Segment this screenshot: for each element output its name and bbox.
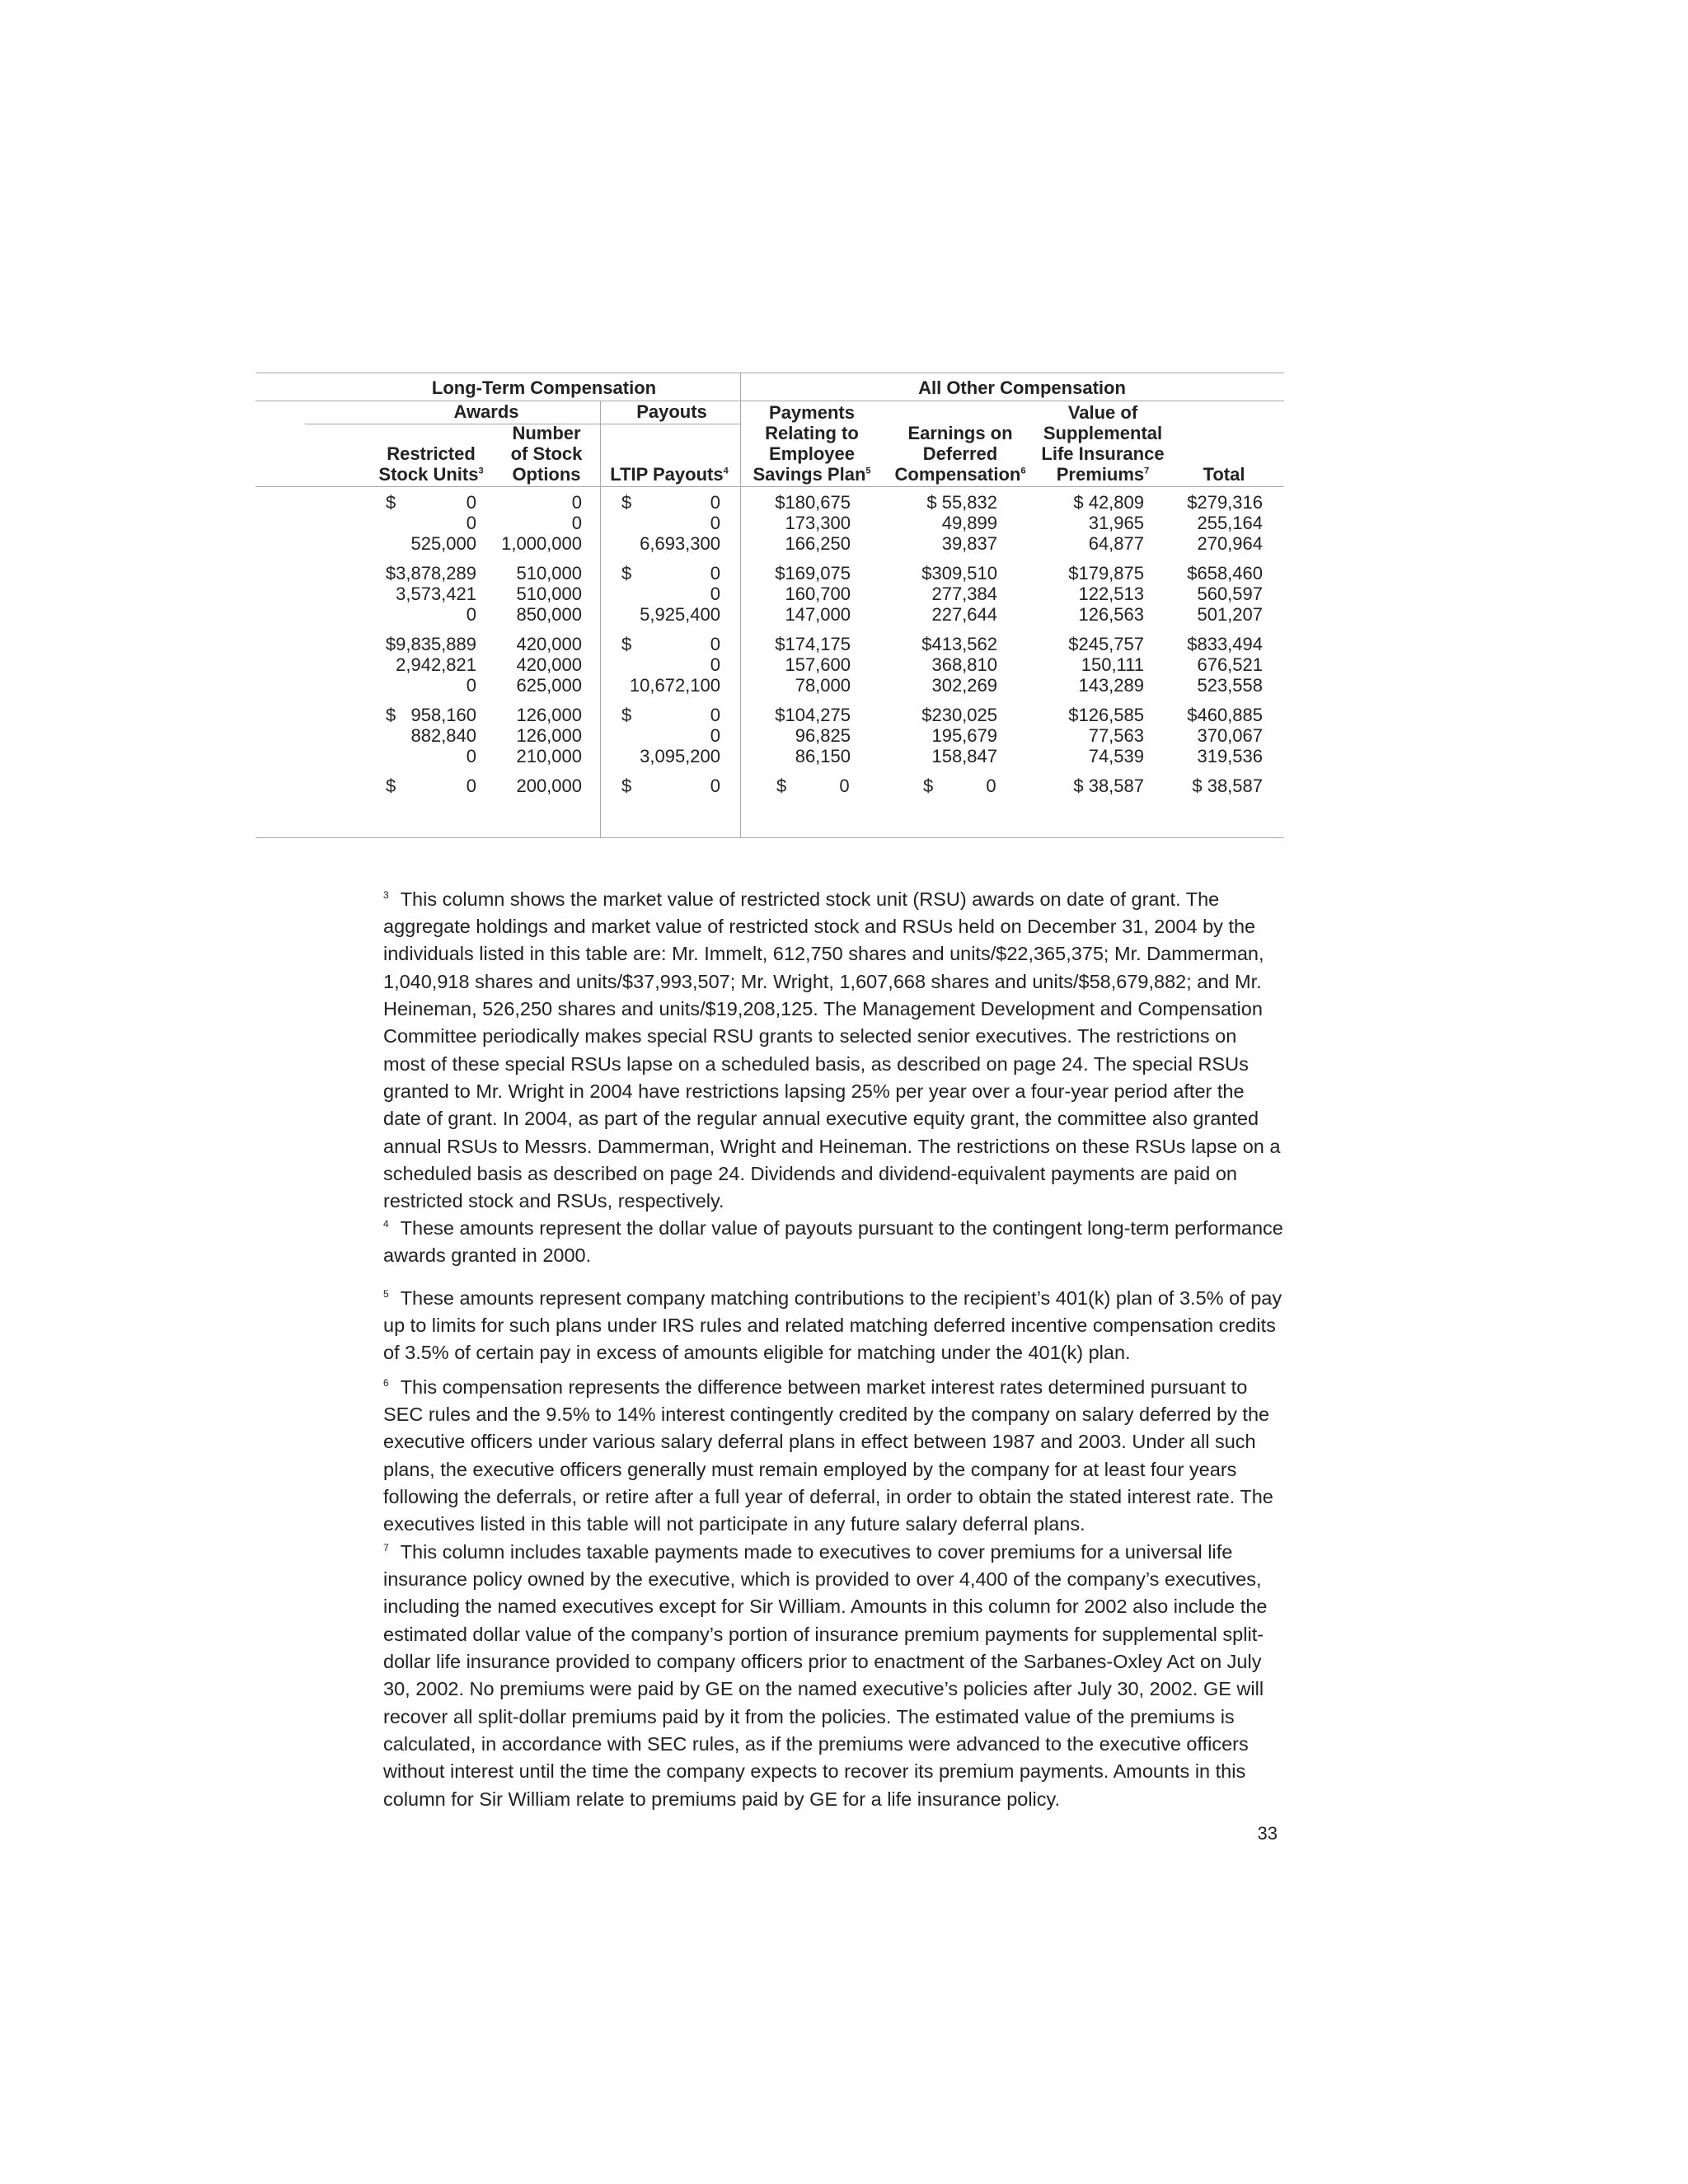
footnote-text: This compensation represents the difference between market interest rates determined pursuant to SEC rules and the 9.5% to 14% interest contingently credited by the company on salary deferred by the executive officers under various salary deferral plans in effect between 1987 and 2003. Under all such plans, the executive officers generally must remain employed by the company for at least four years following the deferrals, or retire after a full year of deferral, in order to obtain the stated interest rate. The executives listed in this table will not participate in any future salary deferral plans. <box>383 1376 1273 1535</box>
column-header-5-line-1: Earnings on <box>907 423 1013 443</box>
column-header-6-line-1: Value of <box>1067 402 1138 423</box>
group-header-long-term: Long-Term Compensation <box>431 377 657 398</box>
cell-total: 370,067 <box>1197 725 1263 746</box>
cell-savings-plan: 96,825 <box>795 725 851 746</box>
cell-deferred-compensation: $413,562 <box>921 634 997 654</box>
footnote-text: These amounts represent the dollar value of payouts pursuant to the contingent long-term performance awards granted in 2000. <box>383 1216 1283 1267</box>
cell-ltip-payouts: 0 <box>710 654 720 675</box>
column-header-rule <box>256 486 1284 487</box>
cell-total: 270,964 <box>1197 533 1263 554</box>
cell-ltip-payouts: 0 <box>710 492 720 513</box>
cell-ltip-payouts: 0 <box>710 634 720 654</box>
cell-restricted-stock-units: 0 <box>466 746 476 766</box>
footnote-ref: 7 <box>1144 466 1150 476</box>
dollar-sign: $ <box>621 634 632 654</box>
cell-stock-options: 510,000 <box>516 583 582 604</box>
cell-deferred-compensation: 302,269 <box>931 675 997 696</box>
footnote-number: 4 <box>383 1218 389 1230</box>
footnote-number: 7 <box>383 1542 389 1554</box>
cell-stock-options: 210,000 <box>516 746 582 766</box>
cell-restricted-stock-units: 0 <box>466 675 476 696</box>
footnote-ref: 6 <box>1020 466 1026 476</box>
cell-savings-plan: 86,150 <box>795 746 851 766</box>
dollar-sign: $ <box>621 563 632 583</box>
cell-stock-options: 420,000 <box>516 634 582 654</box>
cell-savings-plan: $180,675 <box>775 492 851 513</box>
column-header-1-line-2: Stock Units$^3$ <box>378 464 484 485</box>
cell-restricted-stock-units: $3,878,289 <box>385 563 476 583</box>
cell-stock-options: 625,000 <box>516 675 582 696</box>
cell-stock-options: 126,000 <box>516 725 582 746</box>
cell-deferred-compensation: 195,679 <box>931 725 997 746</box>
dollar-sign: $ <box>621 705 632 725</box>
column-header-6-line-4: Premiums$^7$ <box>1056 464 1150 485</box>
cell-insurance-premiums: $ 42,809 <box>1073 492 1144 513</box>
group-header-all-other: All Other Compensation <box>918 377 1126 398</box>
cell-total: 560,597 <box>1197 583 1263 604</box>
cell-restricted-stock-units: 3,573,421 <box>396 583 476 604</box>
column-header-4-line-4: Savings Plan$^5$ <box>753 464 871 485</box>
column-header-7-line-1: Total <box>1203 464 1245 485</box>
cell-total: $833,494 <box>1187 634 1263 654</box>
cell-restricted-stock-units: 525,000 <box>410 533 476 554</box>
footnote-text: This column includes taxable payments made to executives to cover premiums for a universal life insurance policy owned by the executive, which is provided to over 4,400 of the company’s executives, including the named executives except for Sir William. Amounts in this column for 2002 also include the estimated dollar value of the company’s portion of insurance premium payments for supplemental split-dollar life insurance provided to company officers prior to enactment of the Sarbanes-Oxley Act on July 30, 2002. No premiums were paid by GE on the named executive’s policies after July 30, 2002. GE will recover all split-dollar premiums paid by it from the policies. The estimated value of the premiums is calculated, in accordance with SEC rules, as if the premiums were advanced to the executive officers without interest until the time the company expects to recover its premium payments. Amounts in this column for Sir William relate to premiums paid by GE for a life insurance policy. <box>383 1540 1268 1810</box>
cell-stock-options: 1,000,000 <box>501 533 582 554</box>
table-bottom-rule <box>256 837 1284 838</box>
cell-total: $ 38,587 <box>1192 776 1263 796</box>
sub-header-payouts: Payouts <box>636 401 707 422</box>
cell-stock-options: 0 <box>571 492 582 513</box>
cell-restricted-stock-units: 0 <box>466 776 476 796</box>
cell-restricted-stock-units: 882,840 <box>410 725 476 746</box>
cell-savings-plan: 166,250 <box>785 533 851 554</box>
cell-ltip-payouts: 5,925,400 <box>640 604 720 625</box>
footnote-text: These amounts represent company matching contributions to the recipient’s 401(k) plan of 3.5% of pay up to limits for such plans under IRS rules and related matching deferred incentive compensation credits of 3.5% of certain pay in excess of amounts eligible for matching under the 401(k) plan. <box>383 1286 1282 1364</box>
cell-total: 255,164 <box>1197 513 1263 533</box>
column-header-6-line-3: Life Insurance <box>1041 443 1165 464</box>
cell-savings-plan: $174,175 <box>775 634 851 654</box>
cell-savings-plan: 78,000 <box>795 675 851 696</box>
cell-insurance-premiums: $126,585 <box>1068 705 1144 725</box>
cell-stock-options: 420,000 <box>516 654 582 675</box>
cell-restricted-stock-units: 0 <box>466 492 476 513</box>
cell-total: 523,558 <box>1197 675 1263 696</box>
dollar-sign: $ <box>621 492 632 513</box>
cell-deferred-compensation: $ 0 <box>923 776 996 796</box>
cell-stock-options: 0 <box>571 513 582 533</box>
cell-ltip-payouts: 0 <box>710 583 720 604</box>
footnote-6 <box>383 1370 1283 1539</box>
cell-stock-options: 126,000 <box>516 705 582 725</box>
cell-restricted-stock-units: 958,160 <box>410 705 476 725</box>
cell-total: $279,316 <box>1187 492 1263 513</box>
column-header-5-line-3: Compensation$^6$ <box>894 464 1026 485</box>
cell-savings-plan: $169,075 <box>775 563 851 583</box>
cell-savings-plan: $104,275 <box>775 705 851 725</box>
cell-insurance-premiums: 143,289 <box>1078 675 1144 696</box>
footnote-text: This column shows the market value of restricted stock unit (RSU) awards on date of grant. The aggregate holdings and market value of restricted stock and RSUs held on December 31, 2004 by the individuals listed in this table are: Mr. Immelt, 612,750 shares and units/$22,365,375; Mr. Dammerman, 1,040,918 shares and units/$37,993,507; Mr. Wright, 1,607,668 shares and units/$58,679,882; and Mr. Heineman, 526,250 shares and units/$19,208,125. The Management Development and Compensation Committee periodically makes special RSU grants to selected senior executives. The restrictions on most of these special RSUs lapse on a scheduled basis, as described on page 24. The special RSUs granted to Mr. Wright in 2004 have restrictions lapsing 25% per year over a four-year period after the date of grant. In 2004, as part of the regular annual executive equity grant, the committee also granted annual RSUs to Messrs. Dammerman, Wright and Heineman. The restrictions on these RSUs lapse on a scheduled basis as described on page 24. Dividends and dividend-equivalent payments are paid on restricted stock and RSUs, respectively. <box>383 888 1281 1212</box>
cell-total: 501,207 <box>1197 604 1263 625</box>
cell-ltip-payouts: 10,672,100 <box>629 675 720 696</box>
cell-total: $460,885 <box>1187 705 1263 725</box>
cell-savings-plan: $ 0 <box>776 776 850 796</box>
cell-insurance-premiums: 31,965 <box>1088 513 1144 533</box>
footnote-4 <box>383 1211 1283 1269</box>
column-header-6-line-2: Supplemental <box>1043 423 1163 443</box>
cell-deferred-compensation: 277,384 <box>931 583 997 604</box>
dollar-sign: $ <box>386 492 396 513</box>
cell-deferred-compensation: 227,644 <box>931 604 997 625</box>
cell-stock-options: 850,000 <box>516 604 582 625</box>
dollar-sign: $ <box>386 705 396 725</box>
column-header-3-line-1: LTIP Payouts$^4$ <box>610 464 729 485</box>
cell-deferred-compensation: 158,847 <box>931 746 997 766</box>
cell-insurance-premiums: 150,111 <box>1081 654 1144 675</box>
cell-savings-plan: 147,000 <box>785 604 851 625</box>
footnote-number: 3 <box>383 889 389 901</box>
cell-ltip-payouts: 0 <box>710 563 720 583</box>
cell-insurance-premiums: 122,513 <box>1078 583 1144 604</box>
cell-ltip-payouts: 0 <box>710 513 720 533</box>
cell-ltip-payouts: 0 <box>710 725 720 746</box>
cell-insurance-premiums: 77,563 <box>1088 725 1144 746</box>
cell-deferred-compensation: $ 55,832 <box>926 492 997 513</box>
cell-stock-options: 200,000 <box>516 776 582 796</box>
footnote-number: 6 <box>383 1377 389 1389</box>
cell-insurance-premiums: $179,875 <box>1068 563 1144 583</box>
dollar-sign: $ <box>621 776 632 796</box>
cell-insurance-premiums: 126,563 <box>1078 604 1144 625</box>
column-header-2-line-3: Options <box>512 464 581 485</box>
cell-insurance-premiums: $245,757 <box>1068 634 1144 654</box>
cell-stock-options: 510,000 <box>516 563 582 583</box>
footnote-ref: 5 <box>865 466 871 476</box>
footnote-ref: 3 <box>478 466 484 476</box>
cell-deferred-compensation: 39,837 <box>941 533 997 554</box>
cell-restricted-stock-units: 0 <box>466 604 476 625</box>
column-header-4-line-2: Relating to <box>765 423 859 443</box>
cell-deferred-compensation: $230,025 <box>921 705 997 725</box>
cell-insurance-premiums: 64,877 <box>1088 533 1144 554</box>
cell-deferred-compensation: $309,510 <box>921 563 997 583</box>
cell-savings-plan: 160,700 <box>785 583 851 604</box>
cell-insurance-premiums: 74,539 <box>1088 746 1144 766</box>
cell-total: 676,521 <box>1197 654 1263 675</box>
column-header-2-line-1: Number <box>512 423 581 443</box>
cell-savings-plan: 173,300 <box>785 513 851 533</box>
dollar-sign: $ <box>386 776 396 796</box>
sub-header-awards: Awards <box>453 401 519 422</box>
cell-deferred-compensation: 368,810 <box>931 654 997 675</box>
cell-total: 319,536 <box>1197 746 1263 766</box>
footnote-3 <box>383 882 1283 1215</box>
cell-ltip-payouts: 3,095,200 <box>640 746 720 766</box>
cell-ltip-payouts: 0 <box>710 776 720 796</box>
cell-restricted-stock-units: $9,835,889 <box>385 634 476 654</box>
cell-deferred-compensation: 49,899 <box>941 513 997 533</box>
column-header-5-line-2: Deferred <box>922 443 998 464</box>
cell-restricted-stock-units: 0 <box>466 513 476 533</box>
footnote-ref: 4 <box>723 466 729 476</box>
footnote-7 <box>383 1535 1283 1813</box>
cell-restricted-stock-units: 2,942,821 <box>396 654 476 675</box>
column-header-2-line-2: of Stock <box>510 443 583 464</box>
column-header-1-line-1: Restricted <box>387 443 476 464</box>
page-number: 33 <box>1257 1823 1278 1844</box>
footnote-5 <box>383 1281 1283 1367</box>
column-header-4-line-1: Payments <box>769 402 855 423</box>
cell-ltip-payouts: 6,693,300 <box>640 533 720 554</box>
cell-savings-plan: 157,600 <box>785 654 851 675</box>
cell-insurance-premiums: $ 38,587 <box>1073 776 1144 796</box>
footnote-number: 5 <box>383 1288 389 1300</box>
cell-total: $658,460 <box>1187 563 1263 583</box>
column-header-4-line-3: Employee <box>769 443 855 464</box>
cell-ltip-payouts: 0 <box>710 705 720 725</box>
